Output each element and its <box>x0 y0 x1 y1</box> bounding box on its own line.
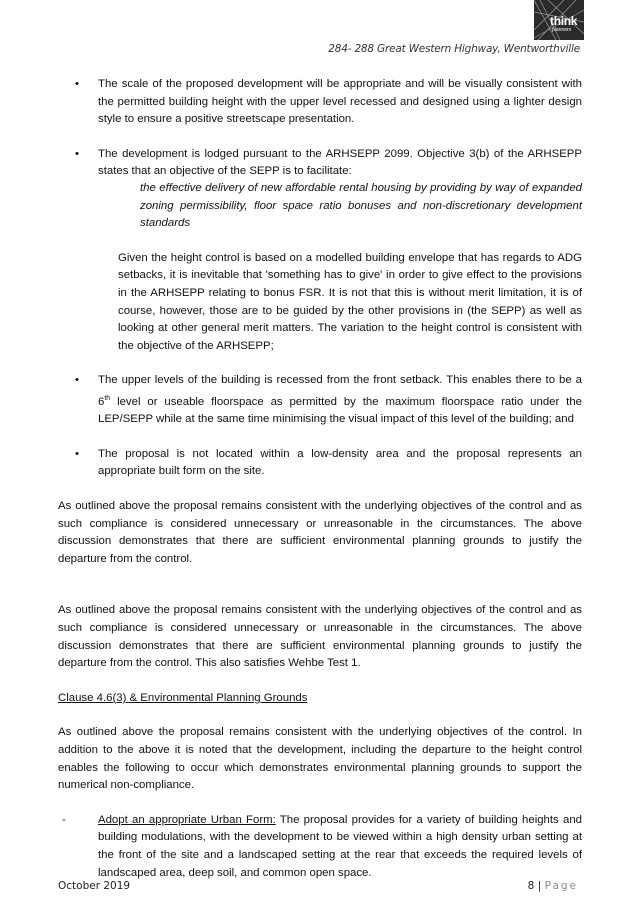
bullet-text: The scale of the proposed development will be appropriate and will be visually consistent with the permitted building height with the upper level recessed and designed using a lighter design style to ensure a positive streetscape presentation. <box>98 78 582 126</box>
dash-list-item <box>58 812 582 882</box>
footer-page-number <box>528 880 578 892</box>
dash-item-text: The proposal provides for a variety of building heights and building modulations, with the development to be viewed within a high density urban setting at the front of the site and a landscaped setting at the rear that exceeds the required levels of landscaped area, deep soil, and common open space. <box>98 813 582 879</box>
dash-item-title: Adopt an appropriate Urban Form: <box>98 813 276 826</box>
bullet-item <box>58 146 582 181</box>
logo-subtext: planners <box>552 27 572 33</box>
page-number: 8 <box>527 880 535 892</box>
bullet-icon: • <box>75 374 79 387</box>
bullet-item <box>58 446 582 481</box>
bullet-icon: • <box>75 147 79 160</box>
section-heading: Clause 4.6(3) & Environmental Planning Grounds <box>58 691 308 704</box>
discussion-paragraph: Given the height control is based on a modelled building envelope that has regards to ADG setbacks, it is inevitable that 'something has to give' in order to give effect to the provisions in the ARHSEPP relating to bonus FSR. It is not that this is without merit limitation, it is of course, however, those are to be guided by the other provisions in (the SEPP) as well as looking at other general merit matters. The variation to the height control is consistent with the objective of the ARHSEPP; <box>118 251 582 352</box>
page-separator: | <box>537 880 542 892</box>
footer-date: October 2019 <box>58 880 131 892</box>
header-address: 284- 288 Great Western Highway, Wentworthville <box>328 43 580 55</box>
document-body <box>58 76 582 882</box>
bullet-text: The upper levels of the building is recessed from the front setback. This enables there to be a 6 <box>98 374 582 408</box>
paragraph: As outlined above the proposal remains consistent with the underlying objectives of the control. In addition to the above it is noted that the development, including the departure to the height control enables the following to occur which demonstrates environmental planning grounds to support the numerical non-compliance. <box>58 726 582 792</box>
bullet-icon: • <box>75 78 79 90</box>
bullet-item <box>58 76 582 129</box>
paragraph: As outlined above the proposal remains consistent with the underlying objectives of the control and as such compliance is considered unnecessary or unreasonable in the circumstances. The above discussion demonstrates that there are sufficient environmental planning grounds to justify the departure from the control. This also satisfies Wehbe Test 1. <box>58 604 582 670</box>
paragraph: As outlined above the proposal remains consistent with the underlying objectives of the control and as such compliance is considered unnecessary or unreasonable in the circumstances. The above discussion demonstrates that there are sufficient environmental planning grounds to justify the departure from the control. <box>58 500 582 565</box>
page-label: Page <box>544 880 578 892</box>
dash-icon: - <box>62 813 66 826</box>
bullet-icon: • <box>75 447 79 460</box>
bullet-item <box>58 372 582 429</box>
superscript: th <box>104 394 111 402</box>
quoted-objective: the effective delivery of new affordable rental housing by providing by way of expanded zoning permissibility, floor space ratio bonuses and non-discretionary development standards <box>140 181 582 230</box>
bullet-text: The proposal is not located within a low-density area and the proposal represents an appropriate built form on the site. <box>98 447 582 478</box>
company-logo <box>534 0 584 40</box>
logo-wordmark: think <box>550 14 578 28</box>
bullet-text: The development is lodged pursuant to the ARHSEPP 2099. Objective 3(b) of the ARHSEPP states that an objective of the SEPP is to facilitate: <box>98 147 582 178</box>
bullet-text-cont: level or useable floorspace as permitted by the maximum floorspace ratio under the LEP/SEPP while at the same time minimising the visual impact of this level of the building; and <box>98 395 582 426</box>
